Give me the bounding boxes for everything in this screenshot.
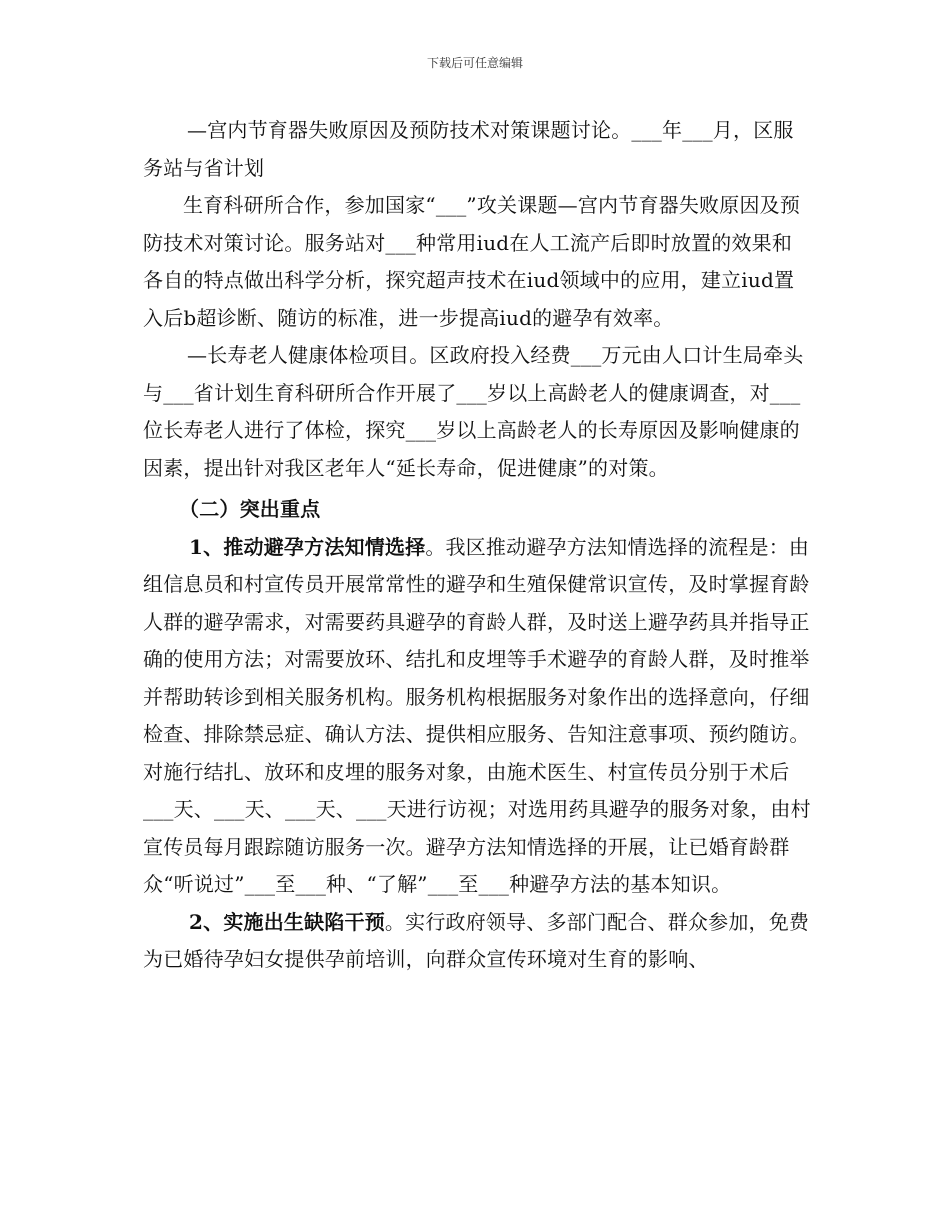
section-heading-key-points: （二）突出重点 xyxy=(179,497,321,521)
paragraph-body-contraception: 。我区推动避孕方法知情选择的流程是：由组信息员和村宣传员开展常常性的避孕和生殖保健常识宣传，及时掌握育龄人群的避孕需求，对需要药具避孕的育龄人群，及时送上避孕药具并指导正确的使用方法；对需要放环、结扎和皮埋等手术避孕的育龄人群，及时推举并帮助转诊到相关服务机构。服务机构根据服务对象作出的选择意向，仔细检查、排除禁忌症、确认方法、提供相应服务、告知注意事项、预约随访。对施行结扎、放环和皮埋的服务对象，由施术医生、村宣传员分别于术后___天、___天、___天、___天进行访视；对选用药具避孕的服务对象，由村宣传员每月跟踪随访服务一次。避孕方法知情选择的开展，让已婚育龄群众“听说过”___至___种、“了解”___至___种避孕方法的基本知识。 xyxy=(143,534,811,896)
paragraph-iud-research: 生育科研所合作，参加国家“___”攻关课题—宫内节育器失败原因及预防技术对策讨论。服务站对___种常用iud在人工流产后即时放置的效果和各自的特点做出科学分析，探究超声技术在iud领域中的应用，建立iud置入后b超诊断、随访的标准，进一步提高iud的避孕有效率。 xyxy=(143,193,801,330)
paragraph-contraception-choice xyxy=(143,529,811,904)
paragraph-body-birth-defect: 。实行政府领导、多部门配合、群众参加，免费为已婚待孕妇女提供孕前培训，向群众宣传环境对生育的影响、 xyxy=(143,909,810,971)
paragraph-iud-topic: —宫内节育器失败原因及预防技术对策课题讨论。___年___月，区服务站与省计划 xyxy=(143,118,794,180)
paragraph-elderly-health: —长寿老人健康体检项目。区政府投入经费___万元由人口计生局牵头与___省计划生育科研所合作开展了___岁以上高龄老人的健康调查，对___位长寿老人进行了体检，探究___岁以上高龄老人的长寿原因及影响健康的因素，提出针对我区老年人“延长寿命，促进健康”的对策。 xyxy=(143,343,804,480)
paragraph-title-birth-defect: 2、实施出生缺陷干预 xyxy=(189,909,385,934)
paragraph-birth-defect xyxy=(143,904,811,979)
page-header-note: 下载后可任意编辑 xyxy=(426,56,523,70)
document-body xyxy=(143,112,811,979)
paragraph-title-contraception: 1、推动避孕方法知情选择 xyxy=(189,534,426,559)
